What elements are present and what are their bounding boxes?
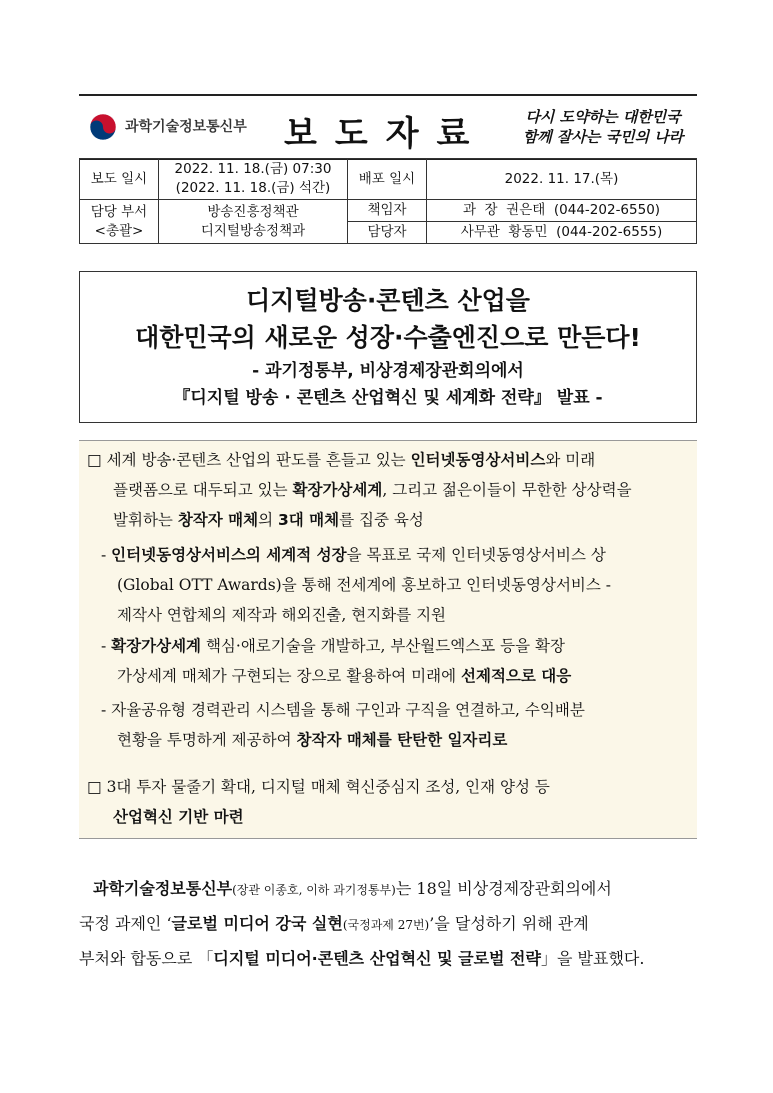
body-paragraph: 과학기술정보통신부(장관 이종호, 이하 과기정통부)는 18일 비상경제장관회의에서 국정 과제인 ‘글로벌 미디어 강국 실현(국정과제 27번)’을 달성하기 위해 관계 부처와 합동으로 「디지털 미디어·콘텐츠 산업혁신 및 글로벌 전략」을 발표했다. (79, 879, 645, 968)
release-date-line2: (2022. 11. 18.(금) 석간) (175, 180, 331, 196)
summary-detail-1: - 인터넷동영상서비스의 세계적 성장을 목표로 국제 인터넷동영상서비스 상 (Global OTT Awards)을 통해 전세계에 홍보하고 인터넷동영상서비스 - 제작사 연합체의 제작과 해외진출, 현지화를 지원 (101, 546, 612, 624)
subheadline-line-2: 『디지털 방송 · 콘텐츠 산업혁신 및 세계화 전략』 발표 - (173, 388, 603, 408)
summary-detail-3: - 자율공유형 경력관리 시스템을 통해 구인과 구직을 연결하고, 수익배분 현황을 투명하게 제공하여 창작자 매체를 탄탄한 일자리로 (101, 701, 585, 749)
release-date-value (159, 159, 348, 200)
department-label (80, 200, 159, 244)
summary-box (79, 440, 697, 839)
department-value-line2: 디지털방송정책과 (200, 222, 306, 239)
headline-box (79, 271, 697, 423)
release-info-table (79, 158, 697, 244)
department-label-line2: <총괄> (94, 222, 144, 239)
press-release-header (79, 94, 697, 160)
headline-line-2: 대한민국의 새로운 성장·수출엔진으로 만든다! (135, 323, 641, 352)
subheadline-line-1: - 과기정통부, 비상경제장관회의에서 (252, 361, 524, 381)
slogan-line-1: 다시 도약하는 대한민국 (525, 108, 681, 126)
manager-value: 과 장 권은태 (044-202-6550) (427, 200, 697, 222)
department-value-line1: 방송진흥정책관 (207, 203, 299, 220)
summary-detail-2: - 확장가상세계 핵심·애로기술을 개발하고, 부산월드엑스포 등을 확장 가상세계 매체가 구현되는 장으로 활용하여 미래에 선제적으로 대응 (101, 637, 572, 685)
document-title: 보도자료 (284, 114, 488, 154)
distribution-date-label: 배포 일시 (348, 159, 427, 200)
summary-point-2: □ 3대 투자 물줄기 확대, 디지털 매체 혁신중심지 조성, 인재 양성 등 산업혁신 기반 마련 (87, 778, 550, 826)
summary-point-1: □ 세계 방송·콘텐츠 산업의 판도를 흔들고 있는 인터넷동영상서비스와 미래 플랫폼으로 대두되고 있는 확장가상세계, 그리고 젊은이들이 무한한 상상력을 발휘하는 창작자 매체의 3대 매체를 집중 육성 (87, 451, 632, 529)
contact-value: 사무관 황동민 (044-202-6555) (427, 222, 697, 244)
headline-line-1: 디지털방송·콘텐츠 산업을 (246, 286, 530, 315)
release-date-label: 보도 일시 (80, 159, 159, 200)
department-label-line1: 담당 부서 (90, 203, 148, 220)
contact-label: 담당자 (348, 222, 427, 244)
slogan (513, 107, 693, 147)
department-value (159, 200, 348, 244)
release-date-line1: 2022. 11. 18.(금) 07:30 (174, 161, 332, 177)
distribution-date-value: 2022. 11. 17.(목) (427, 159, 697, 200)
slogan-line-2: 함께 잘사는 국민의 나라 (522, 128, 684, 146)
ministry-name: 과학기술정보통신부 (125, 119, 247, 135)
manager-label: 책임자 (348, 200, 427, 222)
taegeuk-logo-icon (89, 113, 117, 141)
